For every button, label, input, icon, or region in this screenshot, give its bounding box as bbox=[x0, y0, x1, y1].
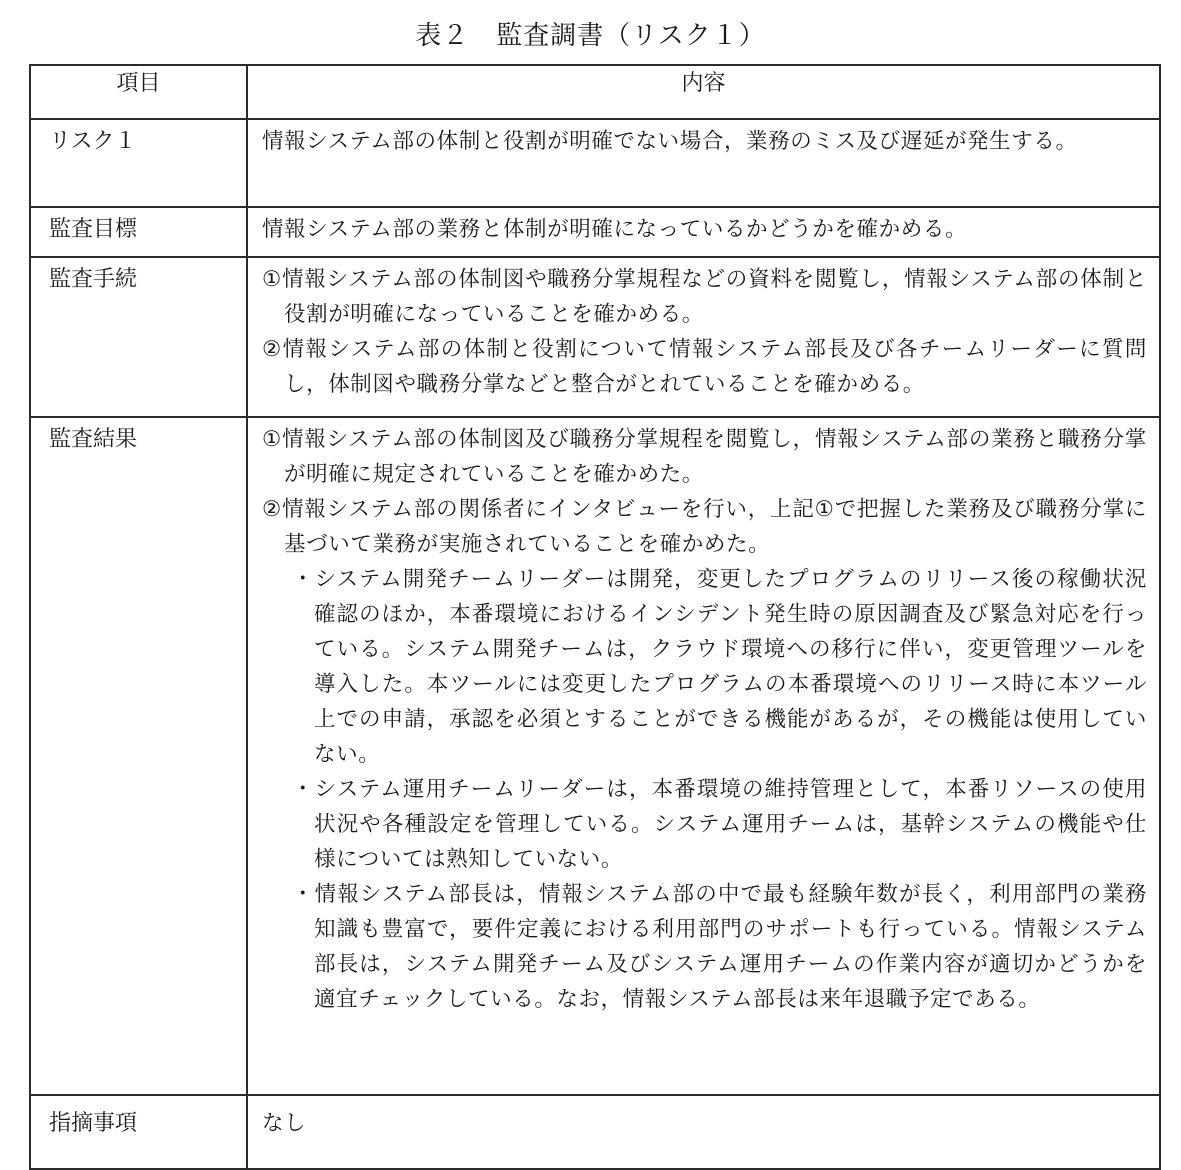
result-bullet: ・システム開発チームリーダーは開発，変更したプログラムのリリース後の稼働状況確認のほか，本番環境におけるインシデント発生時の原因調査及び緊急対応を行っている。システム開発チームは，クラウド環境への移行に伴い，変更管理ツールを導入した。本ツールには変更したプログラムの本番環境へのリリース時に本ツール上での申請，承認を必須とすることができる機能があるが，その機能は使用していない。 bbox=[292, 567, 1147, 767]
risk-text: 情報システム部の体制と役割が明確でない場合，業務のミス及び遅延が発生する。 bbox=[262, 129, 1078, 154]
table-row-procedure bbox=[30, 257, 1160, 417]
row-label-finding: 指摘事項 bbox=[30, 1095, 247, 1169]
header-item: 項目 bbox=[30, 65, 247, 119]
row-label-risk: リスク１ bbox=[30, 119, 247, 207]
row-label-goal: 監査目標 bbox=[30, 207, 247, 257]
procedure-item: ①情報システム部の体制図や職務分掌規程などの資料を閲覧し，情報システム部の体制と役割が明確になっていることを確かめる。 bbox=[262, 267, 1147, 327]
row-label-result: 監査結果 bbox=[30, 417, 247, 1095]
audit-workpaper-table bbox=[29, 64, 1161, 1170]
finding-text: なし bbox=[262, 1111, 307, 1136]
table-row-goal bbox=[30, 207, 1160, 257]
row-content-goal bbox=[247, 207, 1160, 257]
row-label-procedure: 監査手続 bbox=[30, 257, 247, 417]
goal-text: 情報システム部の業務と体制が明確になっているかどうかを確かめる。 bbox=[262, 217, 968, 242]
result-item: ①情報システム部の体制図及び職務分掌規程を閲覧し，情報システム部の業務と職務分掌が明確に規定されていることを確かめた。 bbox=[262, 427, 1147, 487]
table-caption: 表２ 監査調書（リスク１） bbox=[415, 21, 766, 51]
table-header-row bbox=[30, 65, 1160, 119]
table-row-risk bbox=[30, 119, 1160, 207]
result-bullet: ・システム運用チームリーダーは，本番環境の維持管理として，本番リソースの使用状況や各種設定を管理している。システム運用チームは，基幹システムの機能や仕様については熟知していない。 bbox=[292, 777, 1147, 872]
result-bullet: ・情報システム部長は，情報システム部の中で最も経験年数が長く，利用部門の業務知識も豊富で，要件定義における利用部門のサポートも行っている。情報システム部長は，システム開発チーム及びシステム運用チームの作業内容が適切かどうかを適宜チェックしている。なお，情報システム部長は来年退職予定である。 bbox=[292, 882, 1147, 1012]
table-row-finding bbox=[30, 1095, 1160, 1169]
result-item: ②情報システム部の関係者にインタビューを行い，上記①で把握した業務及び職務分掌に基づいて業務が実施されていることを確かめた。 bbox=[262, 497, 1147, 557]
procedure-item: ②情報システム部の体制と役割について情報システム部長及び各チームリーダーに質問し，体制図や職務分掌などと整合がとれていることを確かめる。 bbox=[262, 337, 1147, 397]
row-content-risk bbox=[247, 119, 1160, 207]
row-content-finding bbox=[247, 1095, 1160, 1169]
row-content-procedure bbox=[247, 257, 1160, 417]
table-row-result bbox=[30, 417, 1160, 1095]
row-content-result bbox=[247, 417, 1160, 1095]
header-content: 内容 bbox=[247, 65, 1160, 119]
